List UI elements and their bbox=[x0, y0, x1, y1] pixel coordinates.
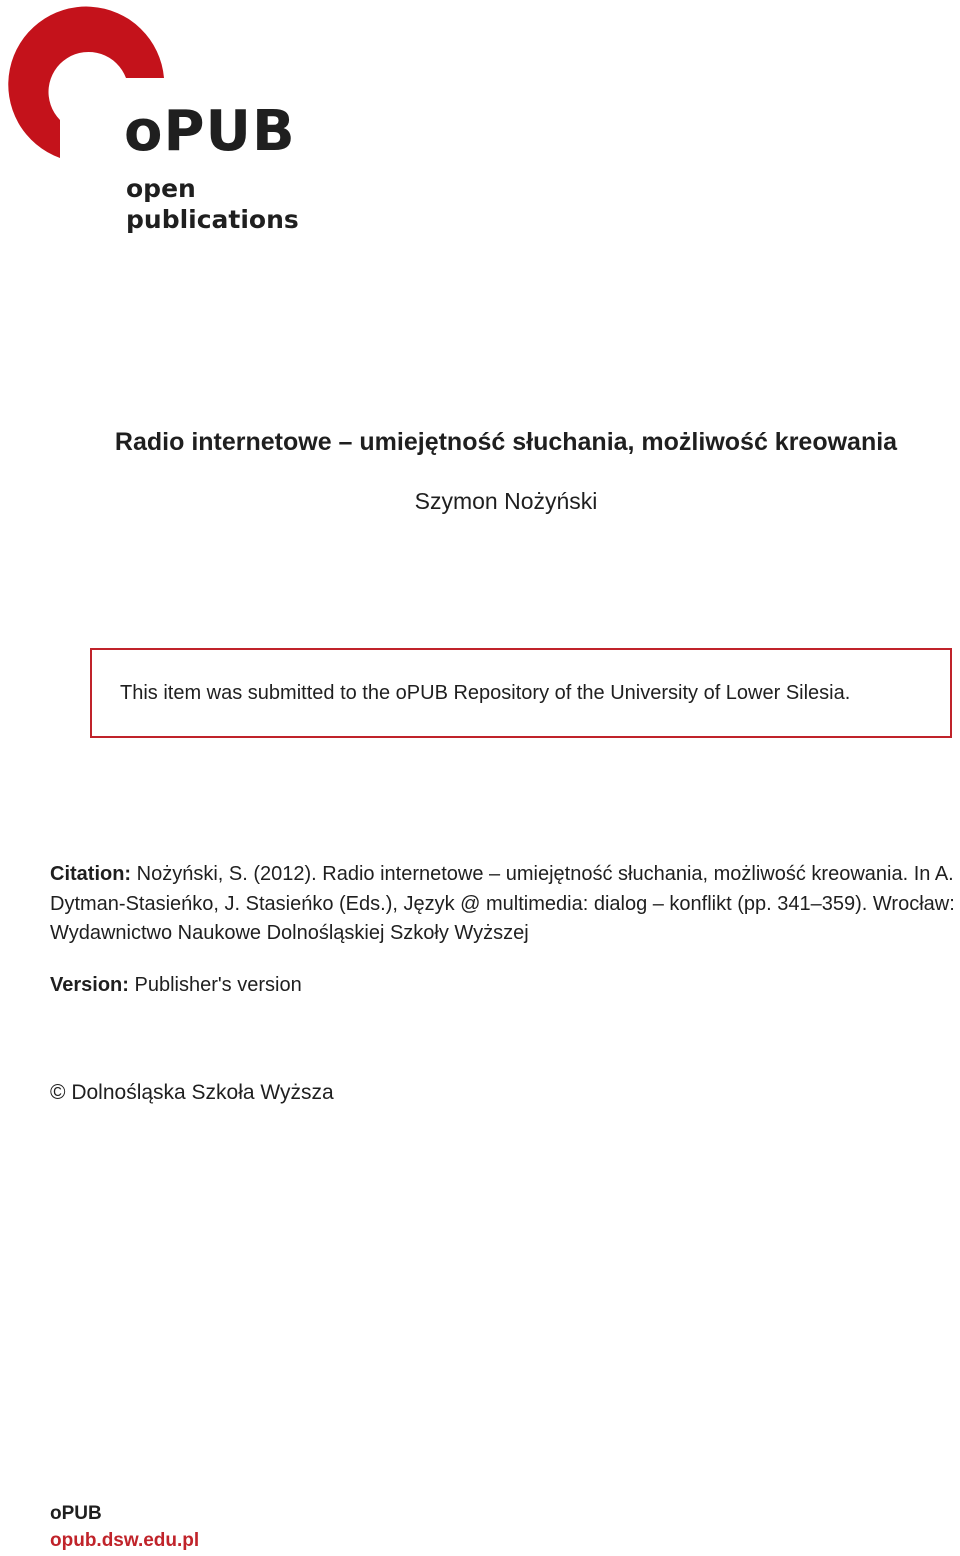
citation-text: Nożyński, S. (2012). Radio internetowe – umiejętność słuchania, możliwość kreowania. In A. Dytman-Stasieńko, J. Stasieńko (Eds.), Język @ multimedia: dialog – konflikt (pp. 341–359). Wrocław: Wydawnictwo Naukowe Dolnośląskiej Szkoły Wyższej bbox=[50, 863, 955, 944]
document-title: Radio internetowe – umiejętność słuchania, możliwość kreowania bbox=[114, 428, 898, 456]
repository-notice-box bbox=[90, 648, 952, 738]
copyright-icon: © bbox=[50, 1081, 66, 1104]
citation-label: Citation: bbox=[50, 863, 132, 885]
opub-logo bbox=[0, 0, 330, 250]
version-text: Publisher's version bbox=[134, 974, 302, 996]
logo-tagline-publications: publications bbox=[126, 205, 299, 234]
version-label: Version: bbox=[50, 974, 129, 996]
repository-notice-text: This item was submitted to the oPUB Repository of the University of Lower Silesia. bbox=[120, 682, 851, 704]
logo-wordmark: oPUB bbox=[124, 99, 296, 164]
document-author: Szymon Nożyński bbox=[414, 488, 598, 514]
footer-name: oPUB bbox=[50, 1503, 102, 1524]
footer-url-link[interactable]: opub.dsw.edu.pl bbox=[50, 1530, 200, 1551]
version-line bbox=[50, 974, 302, 997]
citation-block bbox=[50, 860, 956, 949]
copyright-line bbox=[50, 1081, 334, 1105]
copyright-holder: Dolnośląska Szkoła Wyższa bbox=[71, 1081, 334, 1104]
logo-tagline-open: open bbox=[126, 174, 196, 203]
